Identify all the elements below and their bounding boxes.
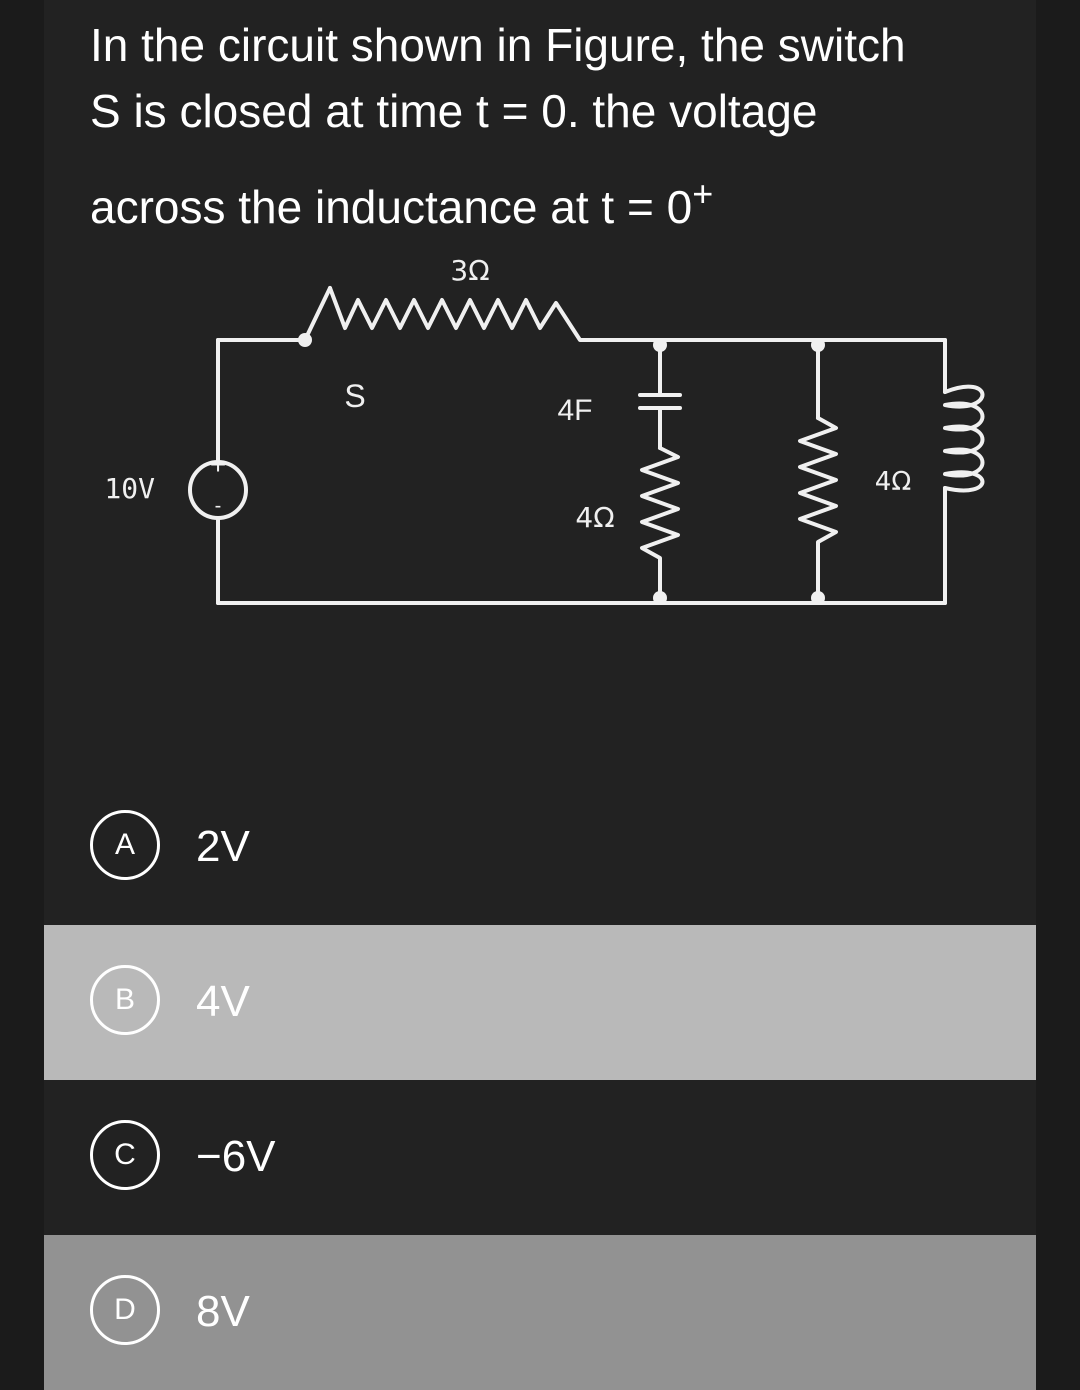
series-resistor-zigzag — [330, 288, 945, 340]
question-line-2: S is closed at time t = 0. the voltage — [90, 85, 818, 137]
circuit-diagram — [60, 240, 1020, 630]
option-d-text: 8V — [196, 1287, 250, 1336]
branch1-resistor-label: 4Ω — [575, 501, 615, 534]
option-a-badge: A — [90, 810, 160, 880]
switch-label: S — [344, 378, 366, 414]
source-minus: - — [214, 495, 222, 517]
source-plus: + — [209, 449, 227, 480]
junction-bottom-resistor — [811, 591, 825, 605]
switch-blade — [305, 288, 330, 340]
inductor-coil — [945, 387, 983, 491]
branch2-resistor-zigzag — [800, 418, 836, 603]
option-b-badge: B — [90, 965, 160, 1035]
option-a-text: 2V — [196, 822, 250, 871]
option-a[interactable] — [44, 770, 1036, 925]
question-line-3 — [90, 173, 714, 233]
series-resistor-label: 3Ω — [450, 254, 490, 287]
capacitor-label: 4F — [557, 394, 593, 427]
branch2-resistor-label: 4Ω — [874, 467, 912, 497]
option-c-badge: C — [90, 1120, 160, 1190]
option-b-text: 4V — [196, 977, 250, 1026]
question-line-3-text: across the inductance at t = 0 — [90, 181, 693, 233]
junction-bottom-capacitor — [653, 591, 667, 605]
branch1-resistor-zigzag — [642, 448, 678, 603]
source-label: 10V — [104, 472, 155, 505]
switch-pivot-dot — [298, 333, 312, 347]
option-c-text: −6V — [196, 1132, 276, 1181]
question-line-1: In the circuit shown in Figure, the switch — [90, 19, 906, 71]
junction-top-resistor — [811, 338, 825, 352]
question-superscript: + — [692, 173, 714, 214]
option-d-badge: D — [90, 1275, 160, 1345]
option-d[interactable] — [44, 1235, 1036, 1390]
option-b[interactable] — [44, 925, 1036, 1080]
junction-top-capacitor — [653, 338, 667, 352]
option-c[interactable] — [44, 1080, 1036, 1235]
